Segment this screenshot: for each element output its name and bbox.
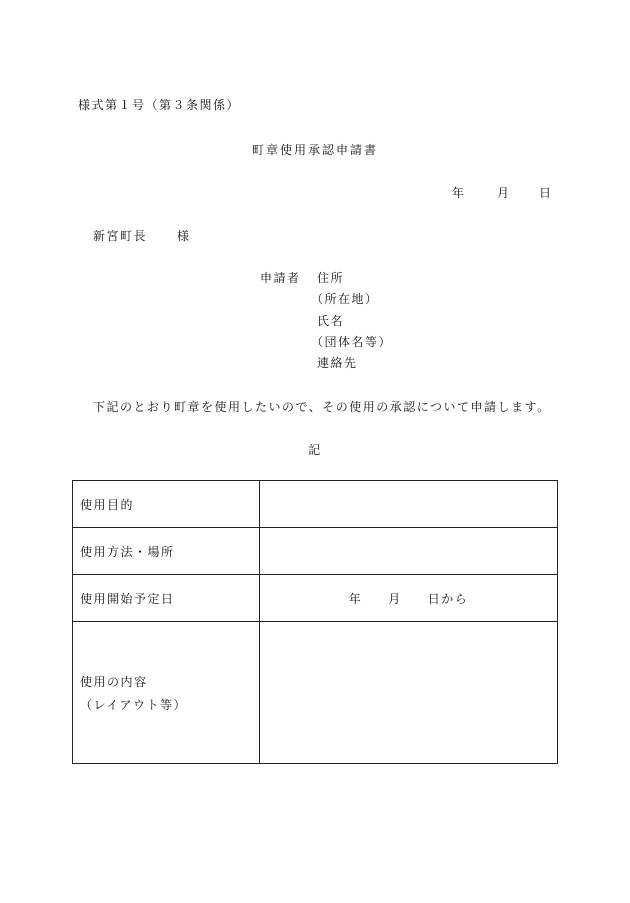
date-day-label: 日 — [539, 186, 553, 200]
start-date-field[interactable] — [260, 575, 558, 622]
content-field[interactable] — [260, 622, 558, 764]
table-row — [73, 575, 558, 622]
date-month-label: 月 — [497, 186, 511, 200]
applicant-address-label: 住所 — [317, 271, 345, 285]
content-label-sub: （レイアウト等） — [80, 697, 188, 712]
table-row — [73, 622, 558, 764]
content-label-cell — [73, 622, 260, 764]
content-label: 使用の内容 — [80, 674, 148, 689]
ki-heading: 記 — [308, 443, 322, 457]
application-table — [72, 480, 558, 764]
form-number: 様式第１号（第３条関係） — [78, 98, 241, 112]
applicant-name-label: 氏名 — [317, 314, 345, 328]
applicant-label: 申請者 — [260, 271, 301, 285]
start-date-year: 年 — [348, 591, 363, 606]
method-place-field[interactable] — [260, 528, 558, 575]
document-title: 町章使用承認申請書 — [251, 143, 378, 157]
purpose-label: 使用目的 — [73, 481, 260, 528]
applicant-contact-label: 連絡先 — [317, 356, 358, 370]
method-place-label: 使用方法・場所 — [73, 528, 260, 575]
purpose-field[interactable] — [260, 481, 558, 528]
addressee-honorific: 様 — [177, 229, 191, 243]
addressee-name: 新宮町長 — [93, 229, 148, 243]
table-row — [73, 528, 558, 575]
applicant-location-label: （所在地） — [311, 292, 379, 306]
start-date-label: 使用開始予定日 — [73, 575, 260, 622]
body-text: 下記のとおり町章を使用したいので、その使用の承認について申請します。 — [93, 400, 551, 414]
start-date-day: 日から — [427, 591, 469, 606]
applicant-org-label: （団体名等） — [311, 335, 393, 349]
table-row — [73, 481, 558, 528]
date-year-label: 年 — [452, 186, 466, 200]
start-date-month: 月 — [388, 591, 402, 606]
